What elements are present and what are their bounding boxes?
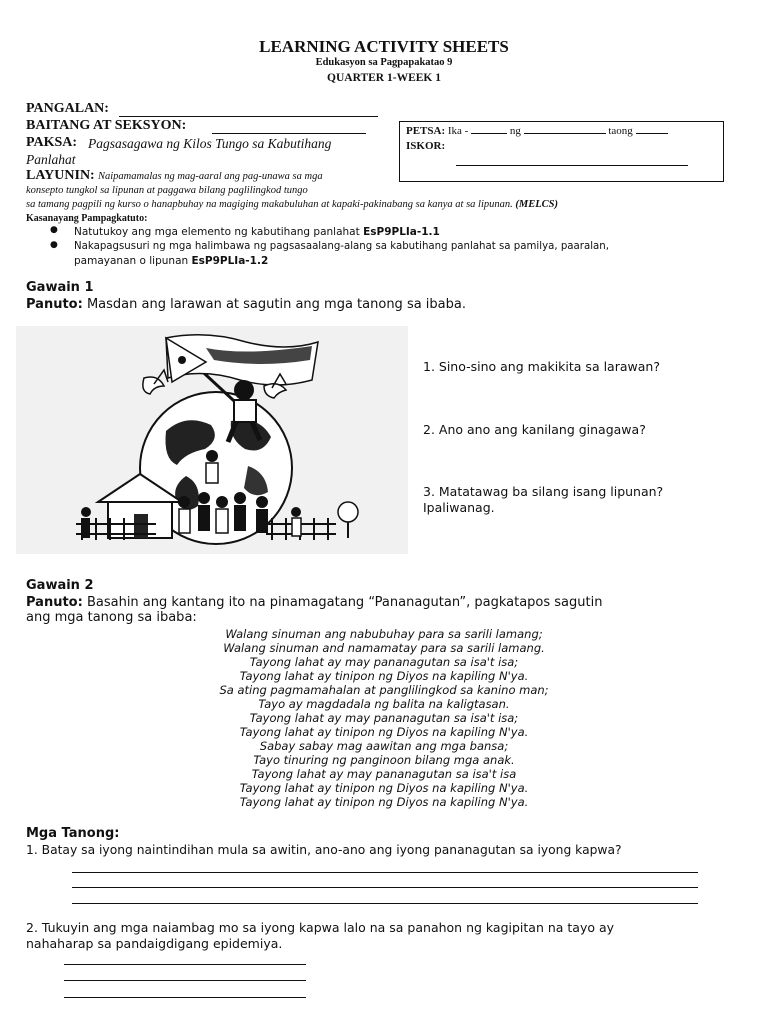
answer-line[interactable] xyxy=(72,887,698,888)
name-line xyxy=(119,116,378,117)
date-score-box xyxy=(399,121,724,182)
gawain-1-question-2: 2. Ano ano ang kanilang ginagawa? xyxy=(423,422,646,437)
name-label: PANGALAN: xyxy=(26,101,109,116)
topic-label: PAKSA: xyxy=(26,135,78,150)
answer-line[interactable] xyxy=(72,872,698,873)
grade-label: BAITANG AT SEKSYON: xyxy=(26,118,187,133)
song-line: Tayo tinuring ng panginoon bilang mga anak. xyxy=(253,753,515,767)
song-line: Tayong lahat ay may pananagutan sa isa't isa; xyxy=(249,655,519,669)
petsa-label: PETSA: xyxy=(406,125,446,137)
competency-code-1: EsP9PLIa-1.1 xyxy=(363,226,440,238)
questions-label: Mga Tanong: xyxy=(26,826,120,841)
song-line: Tayong lahat ay tinipon ng Diyos na kapiling N'ya. xyxy=(239,669,529,683)
answer-line[interactable] xyxy=(64,997,306,998)
quarter-title: QUARTER 1-WEEK 1 xyxy=(327,72,441,84)
gawain-1-panuto: Panuto: Masdan ang larawan at sagutin ang mga tanong sa ibaba. xyxy=(26,297,466,312)
question-1: 1. Batay sa iyong naintindihan mula sa awitin, ano-ano ang iyong pananagutan sa iyong kapwa? xyxy=(26,843,622,857)
topic-line-1: Pagsasagawa ng Kilos Tungo sa Kabutihang xyxy=(88,136,332,151)
ika-label: Ika - xyxy=(447,125,469,137)
panuto-label: Panuto: xyxy=(26,297,83,312)
question-2-line-1: 2. Tukuyin ang mga naiambag mo sa iyong kapwa lalo na sa panahon ng kagipitan na tayo ay xyxy=(26,920,615,935)
song-line: Sa ating pagmamahalan at panglilingkod sa kanino man; xyxy=(219,683,549,697)
gawain-1-question-3b: Ipaliwanag. xyxy=(423,500,495,515)
objective-line-2: konsepto tungkol sa lipunan at paggawa bilang paglilingkod tungo xyxy=(26,185,308,196)
bullet-icon: ● xyxy=(50,225,58,235)
song-line: Tayong lahat ay may pananagutan sa isa't isa xyxy=(251,767,517,781)
panuto-label: Panuto: xyxy=(26,595,83,610)
objective-line-1: Naipamamalas ng mag-aaral ang pag-unawa sa mga xyxy=(98,171,323,182)
song-line: Walang sinuman and namamatay para sa sarili lamang. xyxy=(223,641,545,655)
year-line xyxy=(636,133,668,134)
day-line xyxy=(471,133,507,134)
competency-code-2: EsP9PLIa-1.2 xyxy=(191,255,269,267)
subject-title: Edukasyon sa Pagpapakatao 9 xyxy=(315,57,453,68)
petsa-row xyxy=(406,125,668,137)
topic-line-2: Panlahat xyxy=(26,152,76,167)
gawain-1-title: Gawain 1 xyxy=(26,280,94,295)
grade-line xyxy=(212,133,366,134)
melcs-tag: (MELCS) xyxy=(515,199,558,210)
competency-item-2-line-1: Nakapagsusuri ng mga halimbawa ng pagsasaalang-alang sa kabutihang panlahat sa pamilya, paaralan, xyxy=(74,241,609,252)
competencies-label: Kasanayang Pampagkatuto: xyxy=(26,213,148,224)
iskor-label: ISKOR: xyxy=(406,140,446,152)
community-illustration xyxy=(16,326,408,554)
month-line xyxy=(524,133,606,134)
ng-label: ng xyxy=(509,125,521,137)
gawain-2-panuto-line-2: ang mga tanong sa ibaba: xyxy=(26,610,197,625)
gawain-2-panuto: Panuto: Basahin ang kantang ito na pinamagatang “Pananagutan”, pagkatapos sagutin xyxy=(26,595,603,610)
answer-line[interactable] xyxy=(64,980,306,981)
sheet-title: LEARNING ACTIVITY SHEETS xyxy=(259,37,509,56)
song-line: Tayong lahat ay tinipon ng Diyos na kapiling N'ya. xyxy=(239,795,529,809)
objective-line-3: sa tamang pagpili ng kurso o hanapbuhay na magiging makabuluhan at kapaki-pakinabang sa kanya at sa lipunan. (MELCS) xyxy=(26,199,558,210)
gawain-1-question-1: 1. Sino-sino ang makikita sa larawan? xyxy=(423,359,660,374)
competency-item-1: Natutukoy ang mga elemento ng kabutihang panlahat EsP9PLIa-1.1 xyxy=(74,226,440,238)
score-line xyxy=(456,165,688,166)
song-line: Tayo ay magdadala ng balita na kaligtasan. xyxy=(258,697,510,711)
question-2-line-2: nahaharap sa pandaigdigang epidemiya. xyxy=(26,936,283,951)
song-line: Tayong lahat ay may pananagutan sa isa't isa; xyxy=(249,711,519,725)
gawain-1-question-3a: 3. Matatawag ba silang isang lipunan? xyxy=(423,484,664,499)
song-line: Walang sinuman ang nabubuhay para sa sarili lamang; xyxy=(225,627,543,641)
answer-line[interactable] xyxy=(64,964,306,965)
song-line: Tayong lahat ay tinipon ng Diyos na kapiling N'ya. xyxy=(239,725,529,739)
song-line: Sabay sabay mag aawitan ang mga bansa; xyxy=(259,739,509,753)
gawain-2-title: Gawain 2 xyxy=(26,578,94,593)
objective-label: LAYUNIN: xyxy=(26,168,95,183)
song-line: Tayong lahat ay tinipon ng Diyos na kapiling N'ya. xyxy=(239,781,529,795)
taong-label: taong xyxy=(608,125,633,137)
bullet-icon: ● xyxy=(50,240,58,250)
competency-item-2-line-2: pamayanan o lipunan EsP9PLIa-1.2 xyxy=(74,255,269,267)
answer-line[interactable] xyxy=(72,903,698,904)
